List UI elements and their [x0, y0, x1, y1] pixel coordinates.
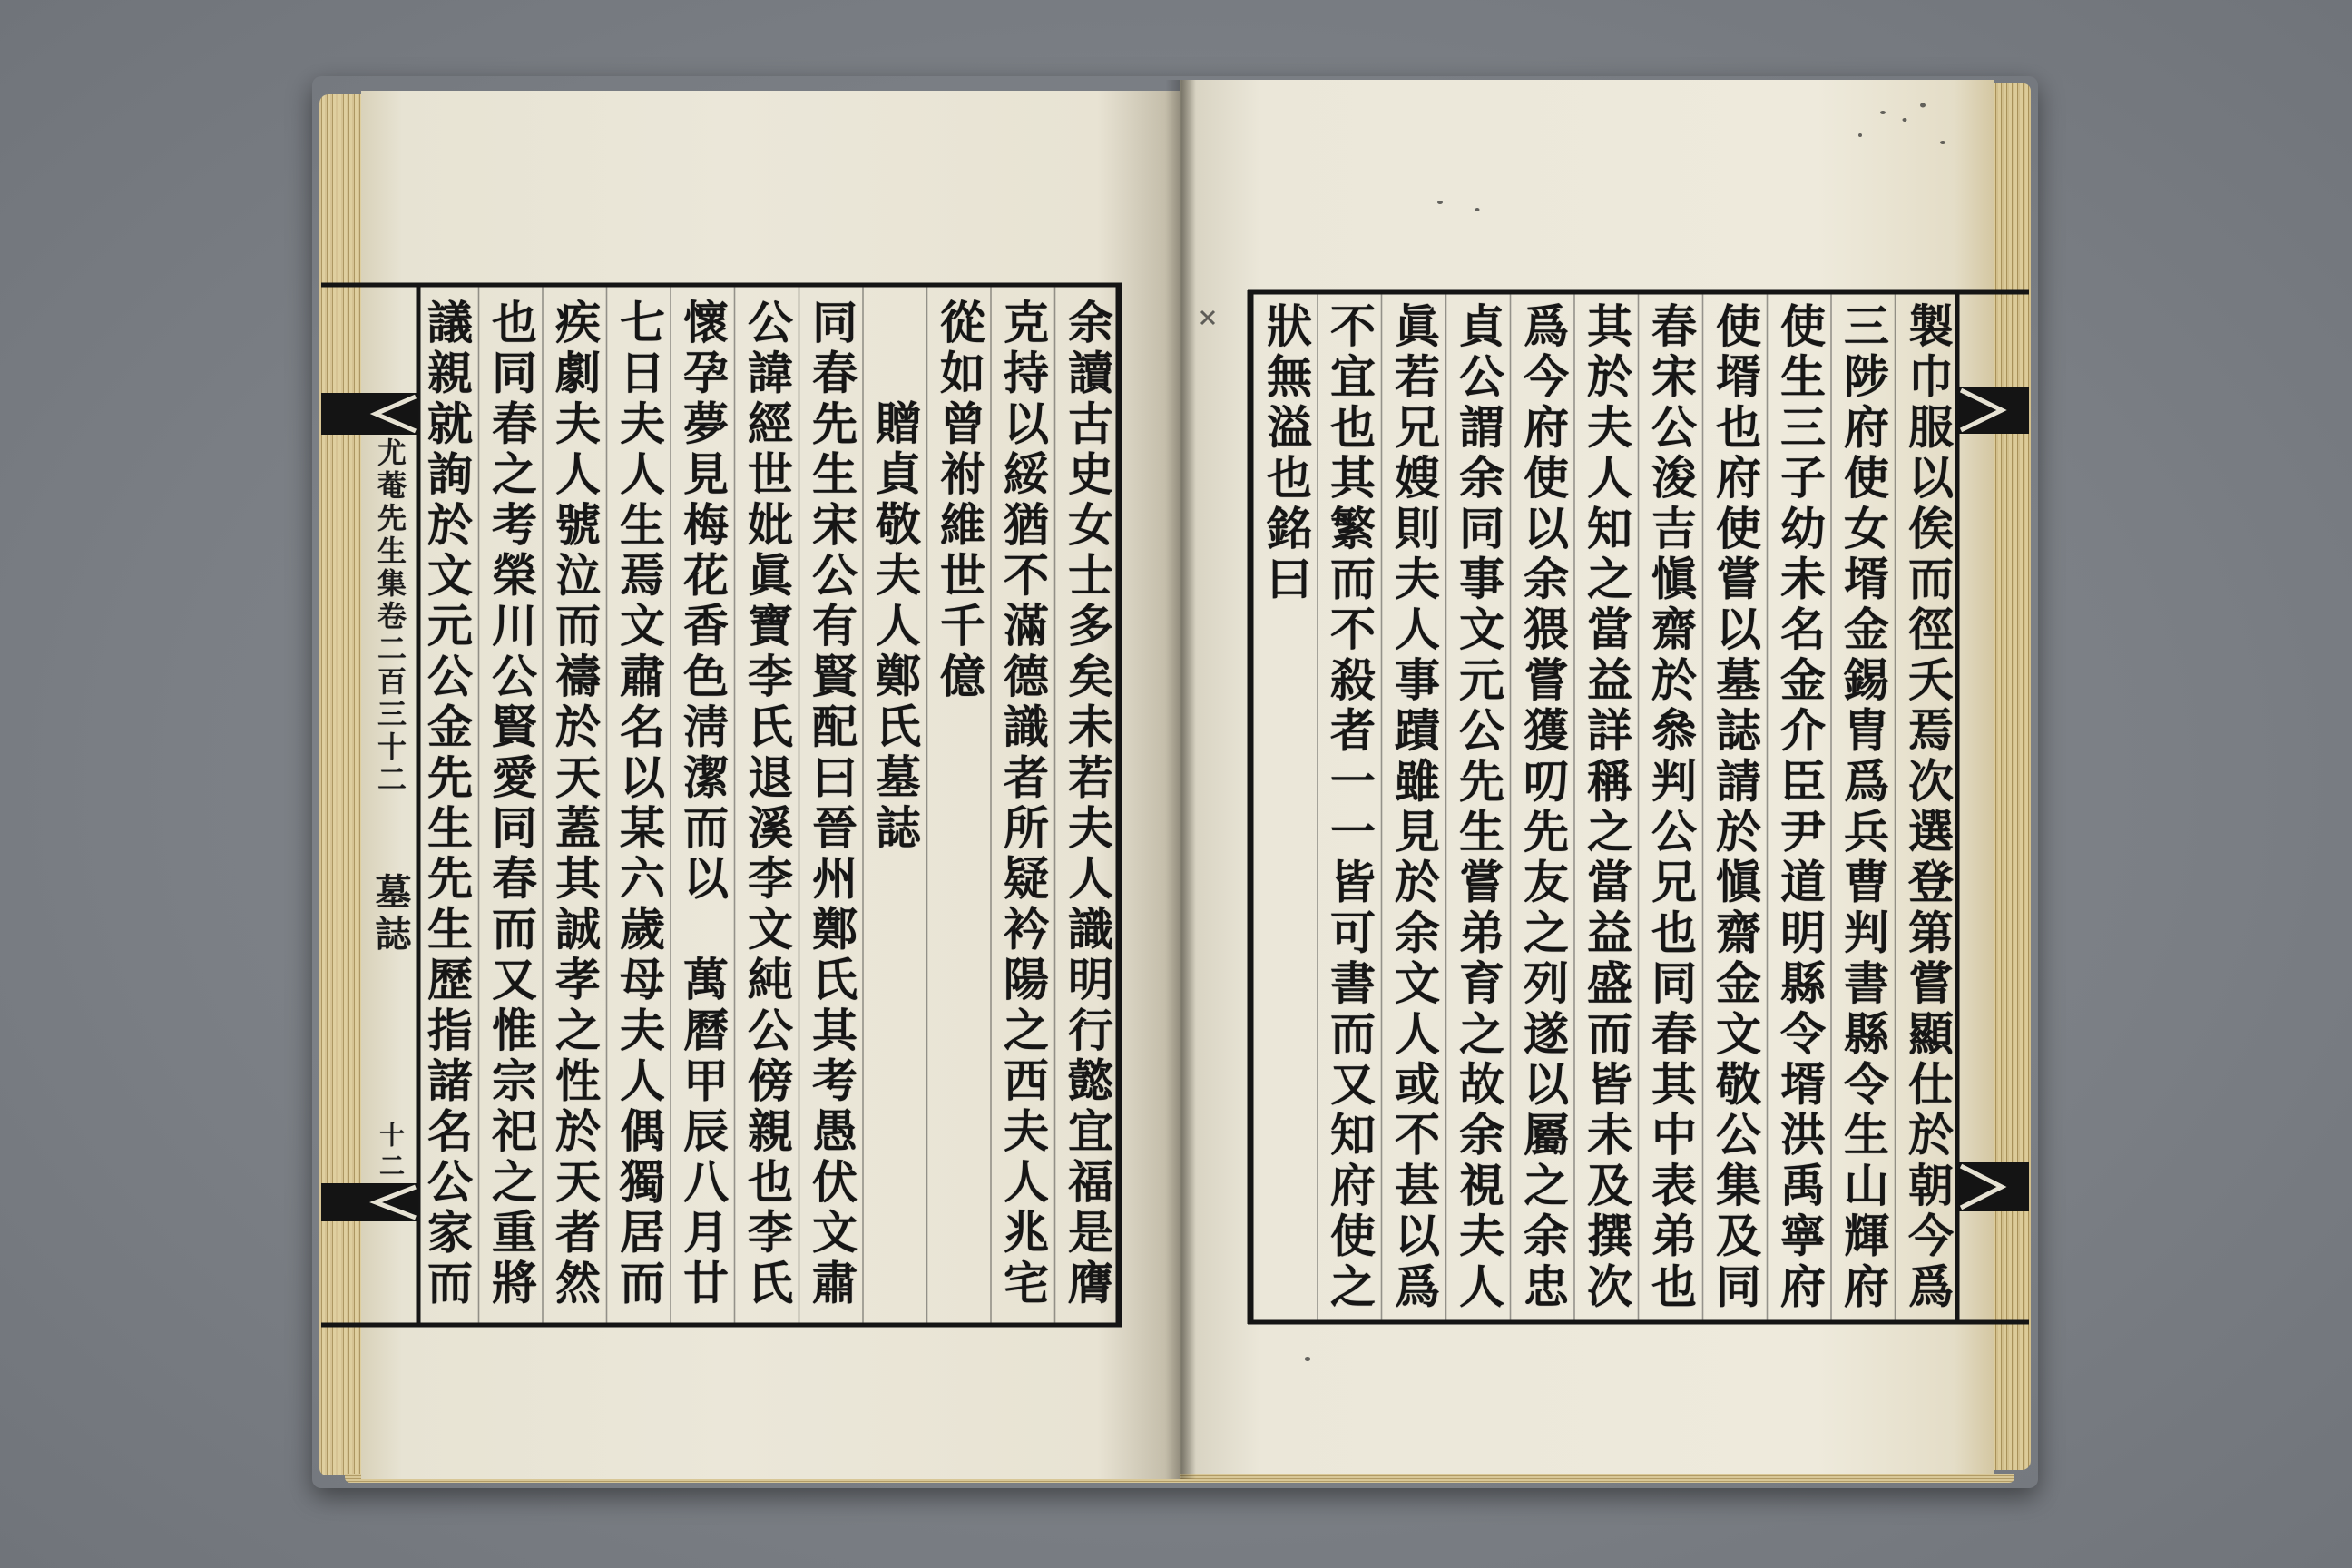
text-column: 眞若兄嫂則夫人事蹟雖見於余文人或不甚以爲	[1387, 302, 1441, 1313]
center-margin-title: 尤菴先生集卷二百三十二	[373, 437, 407, 797]
text-column: 使壻也府使嘗以墓誌請於愼齋金文敬公集及同	[1709, 302, 1762, 1313]
text-column: 使生三子幼未名金介臣尹道明縣令壻洪禹寧府	[1773, 302, 1827, 1313]
text-column: 爲今府使以余猥嘗獲叨先友之列遂以屬之余忠	[1516, 302, 1570, 1313]
text-column: 春宋公浚吉愼齋於叅判公兄也同春其中表弟也	[1644, 302, 1698, 1313]
text-column: 狀無溢也銘曰	[1259, 302, 1313, 606]
section-heading: 贈貞敬夫人鄭氏墓誌	[868, 399, 922, 855]
text-column: 同春先生宋公有賢配曰晉州鄭氏其考愚伏文肅	[805, 299, 858, 1309]
page-number: 十二	[376, 1122, 406, 1183]
text-column: 公諱經世妣眞寶李氏退溪李文純公傍親也李氏	[740, 299, 794, 1309]
text-column: 議親就詢於文元公金先生先生歷指諸名公家而	[420, 299, 474, 1309]
center-margin-section: 墓誌	[369, 873, 412, 956]
text-column: 貞公謂余同事文元公先生嘗弟育之故余視夫人	[1452, 302, 1505, 1313]
text-column: 懷孕夢見梅花香色淸潔而以 萬曆甲辰八月廿	[676, 299, 730, 1309]
text-column: 克持以綏猶不滿德識者所疑衿陽之西夫人兆宅	[996, 299, 1050, 1309]
text-column: 余讀古史女士多矣未若夫人識明行懿宜福是膺	[1061, 299, 1114, 1309]
text-column: 不宜也其繁而不殺者一一皆可書而又知府使之	[1323, 302, 1377, 1313]
text-column: 從如曾祔維世千億	[933, 299, 986, 703]
gutter-shadow	[1165, 80, 1196, 1479]
left-page-edge-stack	[319, 94, 363, 1475]
text-column: 也同春之考榮川公賢愛同春而又惟宗祀之重將	[485, 299, 538, 1309]
text-column: 三陟府使女壻金錫胄爲兵曹判書縣令生山輝府	[1837, 302, 1890, 1313]
text-column: 製巾服以俟而徑夭焉次選登第嘗顯仕於朝今爲	[1901, 302, 1955, 1313]
text-column: 疾劇夫人號泣而禱於天蓋其誠孝之性於天者然	[548, 299, 602, 1309]
text-column: 其於夫人知之當益詳稱之當益盛而皆未及撰次	[1580, 302, 1633, 1313]
text-column: 七日夫人生焉文肅名以某六歲母夫人偶獨居而	[612, 299, 666, 1309]
right-page-edge-stack	[1993, 83, 2031, 1470]
